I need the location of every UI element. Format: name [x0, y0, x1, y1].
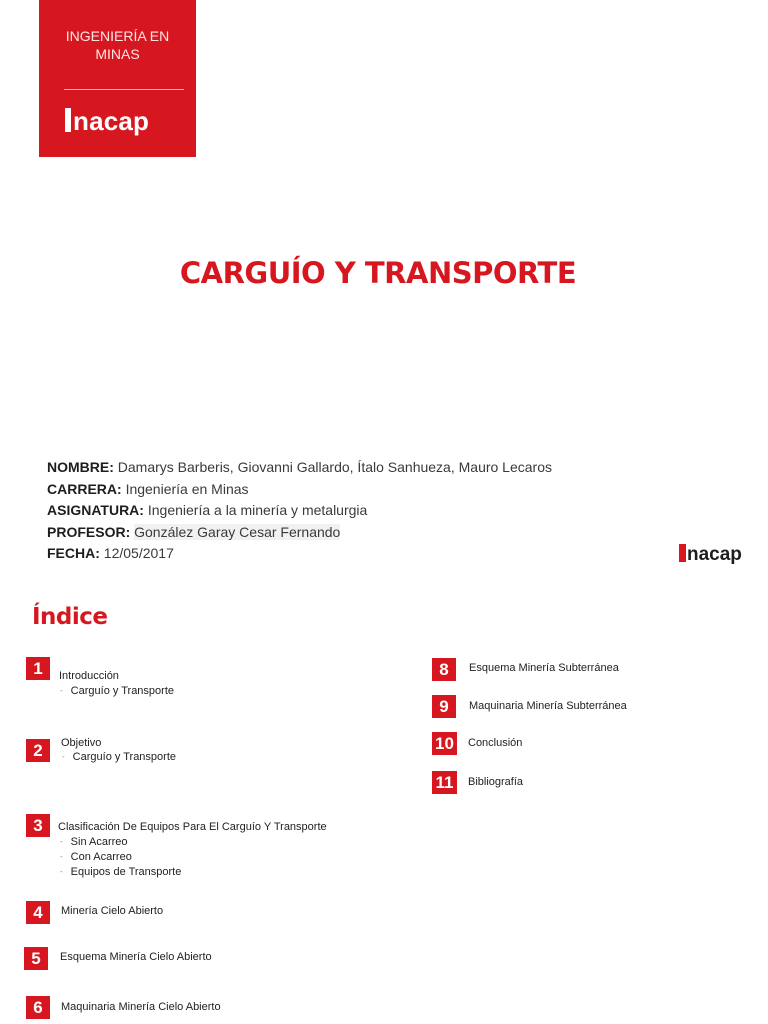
index-label: Maquinaria Minería Subterránea	[469, 700, 627, 712]
info-row-carrera	[47, 479, 552, 501]
info-label: PROFESOR:	[47, 523, 131, 540]
header-brand-box	[39, 0, 196, 157]
index-label: Minería Cielo Abierto	[61, 905, 164, 917]
index-number: 6	[26, 996, 50, 1019]
index-number: 8	[432, 658, 456, 681]
index-subitem: - Carguío y Transporte	[60, 685, 175, 697]
index-number: 3	[26, 814, 50, 837]
index-number: 1	[26, 657, 50, 680]
bullet-icon: -	[60, 867, 63, 876]
index-heading: Índice	[32, 604, 108, 630]
info-label: NOMBRE:	[47, 459, 114, 475]
info-label: CARRERA:	[47, 480, 122, 497]
header-divider	[64, 89, 184, 90]
index-label: Esquema Minería Cielo Abierto	[60, 951, 212, 963]
document-title: CARGUÍO Y TRANSPORTE	[179, 256, 577, 290]
logo-text: nacap	[73, 106, 150, 136]
info-value: Damarys Barberis, Giovanni Gallardo, Ítalo Sanhueza, Mauro Lecaros	[117, 459, 552, 475]
index-label: Clasificación De Equipos Para El Carguío Y Transporte	[58, 821, 327, 833]
program-line-1: INGENIERÍA EN	[65, 28, 170, 44]
logo-mark-icon	[65, 112, 71, 132]
index-label: Esquema Minería Subterránea	[469, 662, 619, 674]
logo-mark-icon	[679, 547, 686, 562]
info-value: 12/05/2017	[103, 545, 174, 561]
info-label: FECHA:	[47, 545, 100, 561]
index-number: 10	[432, 732, 457, 755]
index-number: 2	[26, 739, 50, 762]
info-row-fecha	[47, 543, 552, 565]
info-label: ASIGNATURA:	[47, 502, 144, 518]
info-value: Ingeniería en Minas	[125, 480, 249, 497]
program-line-2: MINAS	[95, 46, 140, 62]
bullet-icon: -	[60, 686, 63, 695]
index-number: 5	[24, 947, 48, 970]
bullet-icon: -	[60, 837, 63, 846]
index-number: 4	[26, 901, 50, 924]
program-name	[39, 27, 196, 63]
index-label: Objetivo	[61, 737, 102, 749]
index-subitem: - Sin Acarreo	[60, 836, 128, 848]
index-subitem: - Con Acarreo	[60, 851, 132, 863]
info-value: Ingeniería a la minería y metalurgia	[147, 502, 368, 518]
bullet-icon: -	[60, 852, 63, 861]
index-label: Introducción	[59, 670, 119, 682]
index-subitem: - Equipos de Transporte	[60, 866, 182, 878]
logo-text: nacap	[687, 544, 742, 565]
info-row-nombre	[47, 457, 552, 479]
info-block	[47, 457, 552, 565]
index-number: 9	[432, 695, 456, 718]
info-row-profesor	[47, 522, 552, 544]
bullet-icon: -	[62, 752, 65, 761]
inacap-logo	[65, 108, 149, 134]
inacap-logo-small	[679, 545, 742, 564]
index-subitem: - Carguío y Transporte	[62, 751, 177, 763]
info-value: González Garay Cesar Fernando	[134, 523, 341, 540]
index-label: Bibliografía	[468, 776, 524, 788]
index-number: 11	[432, 771, 457, 794]
index-label: Maquinaria Minería Cielo Abierto	[61, 1001, 221, 1013]
index-label: Conclusión	[468, 737, 523, 749]
info-row-asignatura	[47, 500, 552, 522]
